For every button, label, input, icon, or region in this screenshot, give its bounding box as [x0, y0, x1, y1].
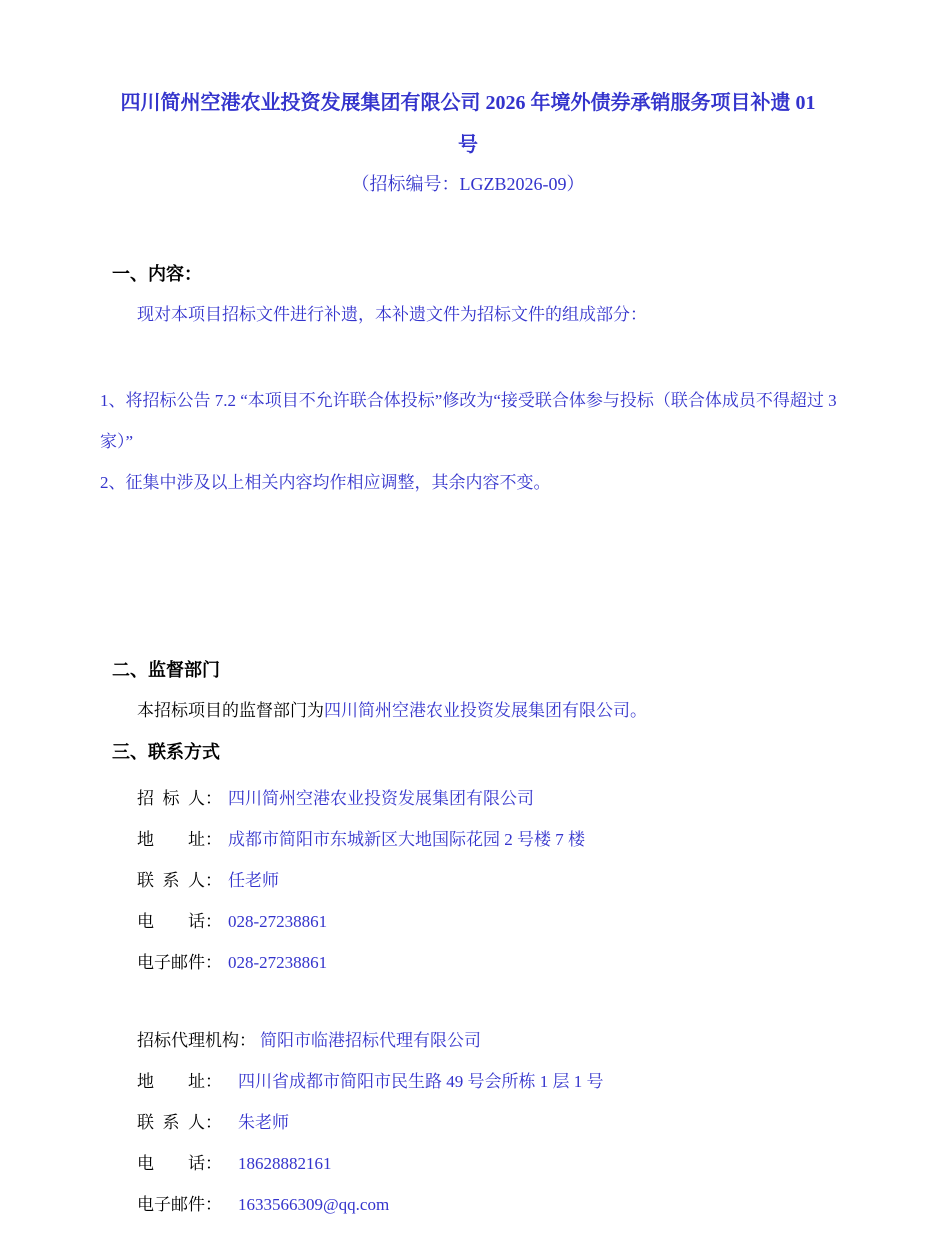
- supervision-company: 四川简州空港农业投资发展集团有限公司。: [324, 701, 647, 720]
- tenderer-contactperson-value: 任老师: [228, 871, 279, 890]
- agency-contact-block: [137, 1020, 936, 1225]
- tenderer-address-value: 成都市简阳市东城新区大地国际花园 2 号楼 7 楼: [228, 830, 585, 849]
- tenderer-name-row: [137, 778, 936, 819]
- agency-phone-row: [137, 1143, 936, 1184]
- tenderer-name-label: 招标人: [137, 789, 205, 808]
- document-title: [0, 0, 936, 166]
- label-colon: ：: [205, 1195, 222, 1214]
- label-colon: ：: [205, 1072, 222, 1091]
- document-title-line1: 四川简州空港农业投资发展集团有限公司 2026 年境外债券承销服务项目补遗 01: [120, 92, 816, 114]
- agency-contactperson-label: 联系人: [137, 1113, 205, 1132]
- agency-contactperson-value: 朱老师: [238, 1113, 289, 1132]
- label-colon: ：: [205, 789, 222, 808]
- tenderer-email-row: [137, 942, 936, 983]
- label-colon: ：: [205, 953, 222, 972]
- label-colon: ：: [205, 830, 222, 849]
- tender-number: （招标编号：LGZB2026-09）: [351, 174, 585, 194]
- tenderer-email-label: 电子邮件: [137, 953, 205, 972]
- agency-phone-label: 电话: [137, 1154, 205, 1173]
- agency-name-row: [137, 1020, 936, 1061]
- agency-address-value: 四川省成都市简阳市民生路 49 号会所栋 1 层 1 号: [238, 1072, 604, 1091]
- agency-email-label: 电子邮件: [137, 1195, 205, 1214]
- agency-phone-value: 18628882161: [238, 1154, 332, 1173]
- agency-email-row: [137, 1184, 936, 1225]
- section-heading-content: 一、内容：: [112, 264, 202, 284]
- tenderer-name-value: 四川简州空港农业投资发展集团有限公司: [228, 789, 534, 808]
- label-colon: ：: [239, 1031, 256, 1050]
- document-title-line2: 号: [458, 134, 478, 156]
- section-heading-contact: 三、联系方式: [112, 742, 220, 762]
- agency-name-value: 简阳市临港招标代理有限公司: [260, 1031, 481, 1050]
- supplement-items: [100, 380, 840, 503]
- label-colon: ：: [205, 1154, 222, 1173]
- tenderer-email-value: 028-27238861: [228, 953, 328, 972]
- tenderer-address-row: [137, 819, 936, 860]
- agency-email-value: 1633566309@qq.com: [238, 1195, 390, 1214]
- tenderer-contactperson-row: [137, 860, 936, 901]
- supervision-text: 本招标项目的监督部门为: [137, 701, 324, 720]
- agency-name-label: 招标代理机构: [137, 1031, 239, 1050]
- label-colon: ：: [205, 1113, 222, 1132]
- section-heading-supervision: 二、监督部门: [112, 660, 220, 680]
- supplement-item-1: 1、将招标公告 7.2 “本项目不允许联合体投标”修改为“接受联合体参与投标（联合体成员不得超过 3 家）”: [100, 391, 837, 451]
- supplement-intro: 现对本项目招标文件进行补遗，本补遗文件为招标文件的组成部分：: [137, 305, 647, 324]
- agency-contactperson-row: [137, 1102, 936, 1143]
- tenderer-contact-block: [137, 778, 936, 983]
- supervision-paragraph: [137, 700, 936, 722]
- tenderer-address-label: 地址: [137, 830, 205, 849]
- tenderer-phone-row: [137, 901, 936, 942]
- agency-address-label: 地址: [137, 1072, 205, 1091]
- tenderer-phone-value: 028-27238861: [228, 912, 328, 931]
- label-colon: ：: [205, 912, 222, 931]
- agency-address-row: [137, 1061, 936, 1102]
- tenderer-contactperson-label: 联系人: [137, 871, 205, 890]
- tenderer-phone-label: 电话: [137, 912, 205, 931]
- label-colon: ：: [205, 871, 222, 890]
- supplement-item-2: 2、征集中涉及以上相关内容均作相应调整，其余内容不变。: [100, 473, 551, 492]
